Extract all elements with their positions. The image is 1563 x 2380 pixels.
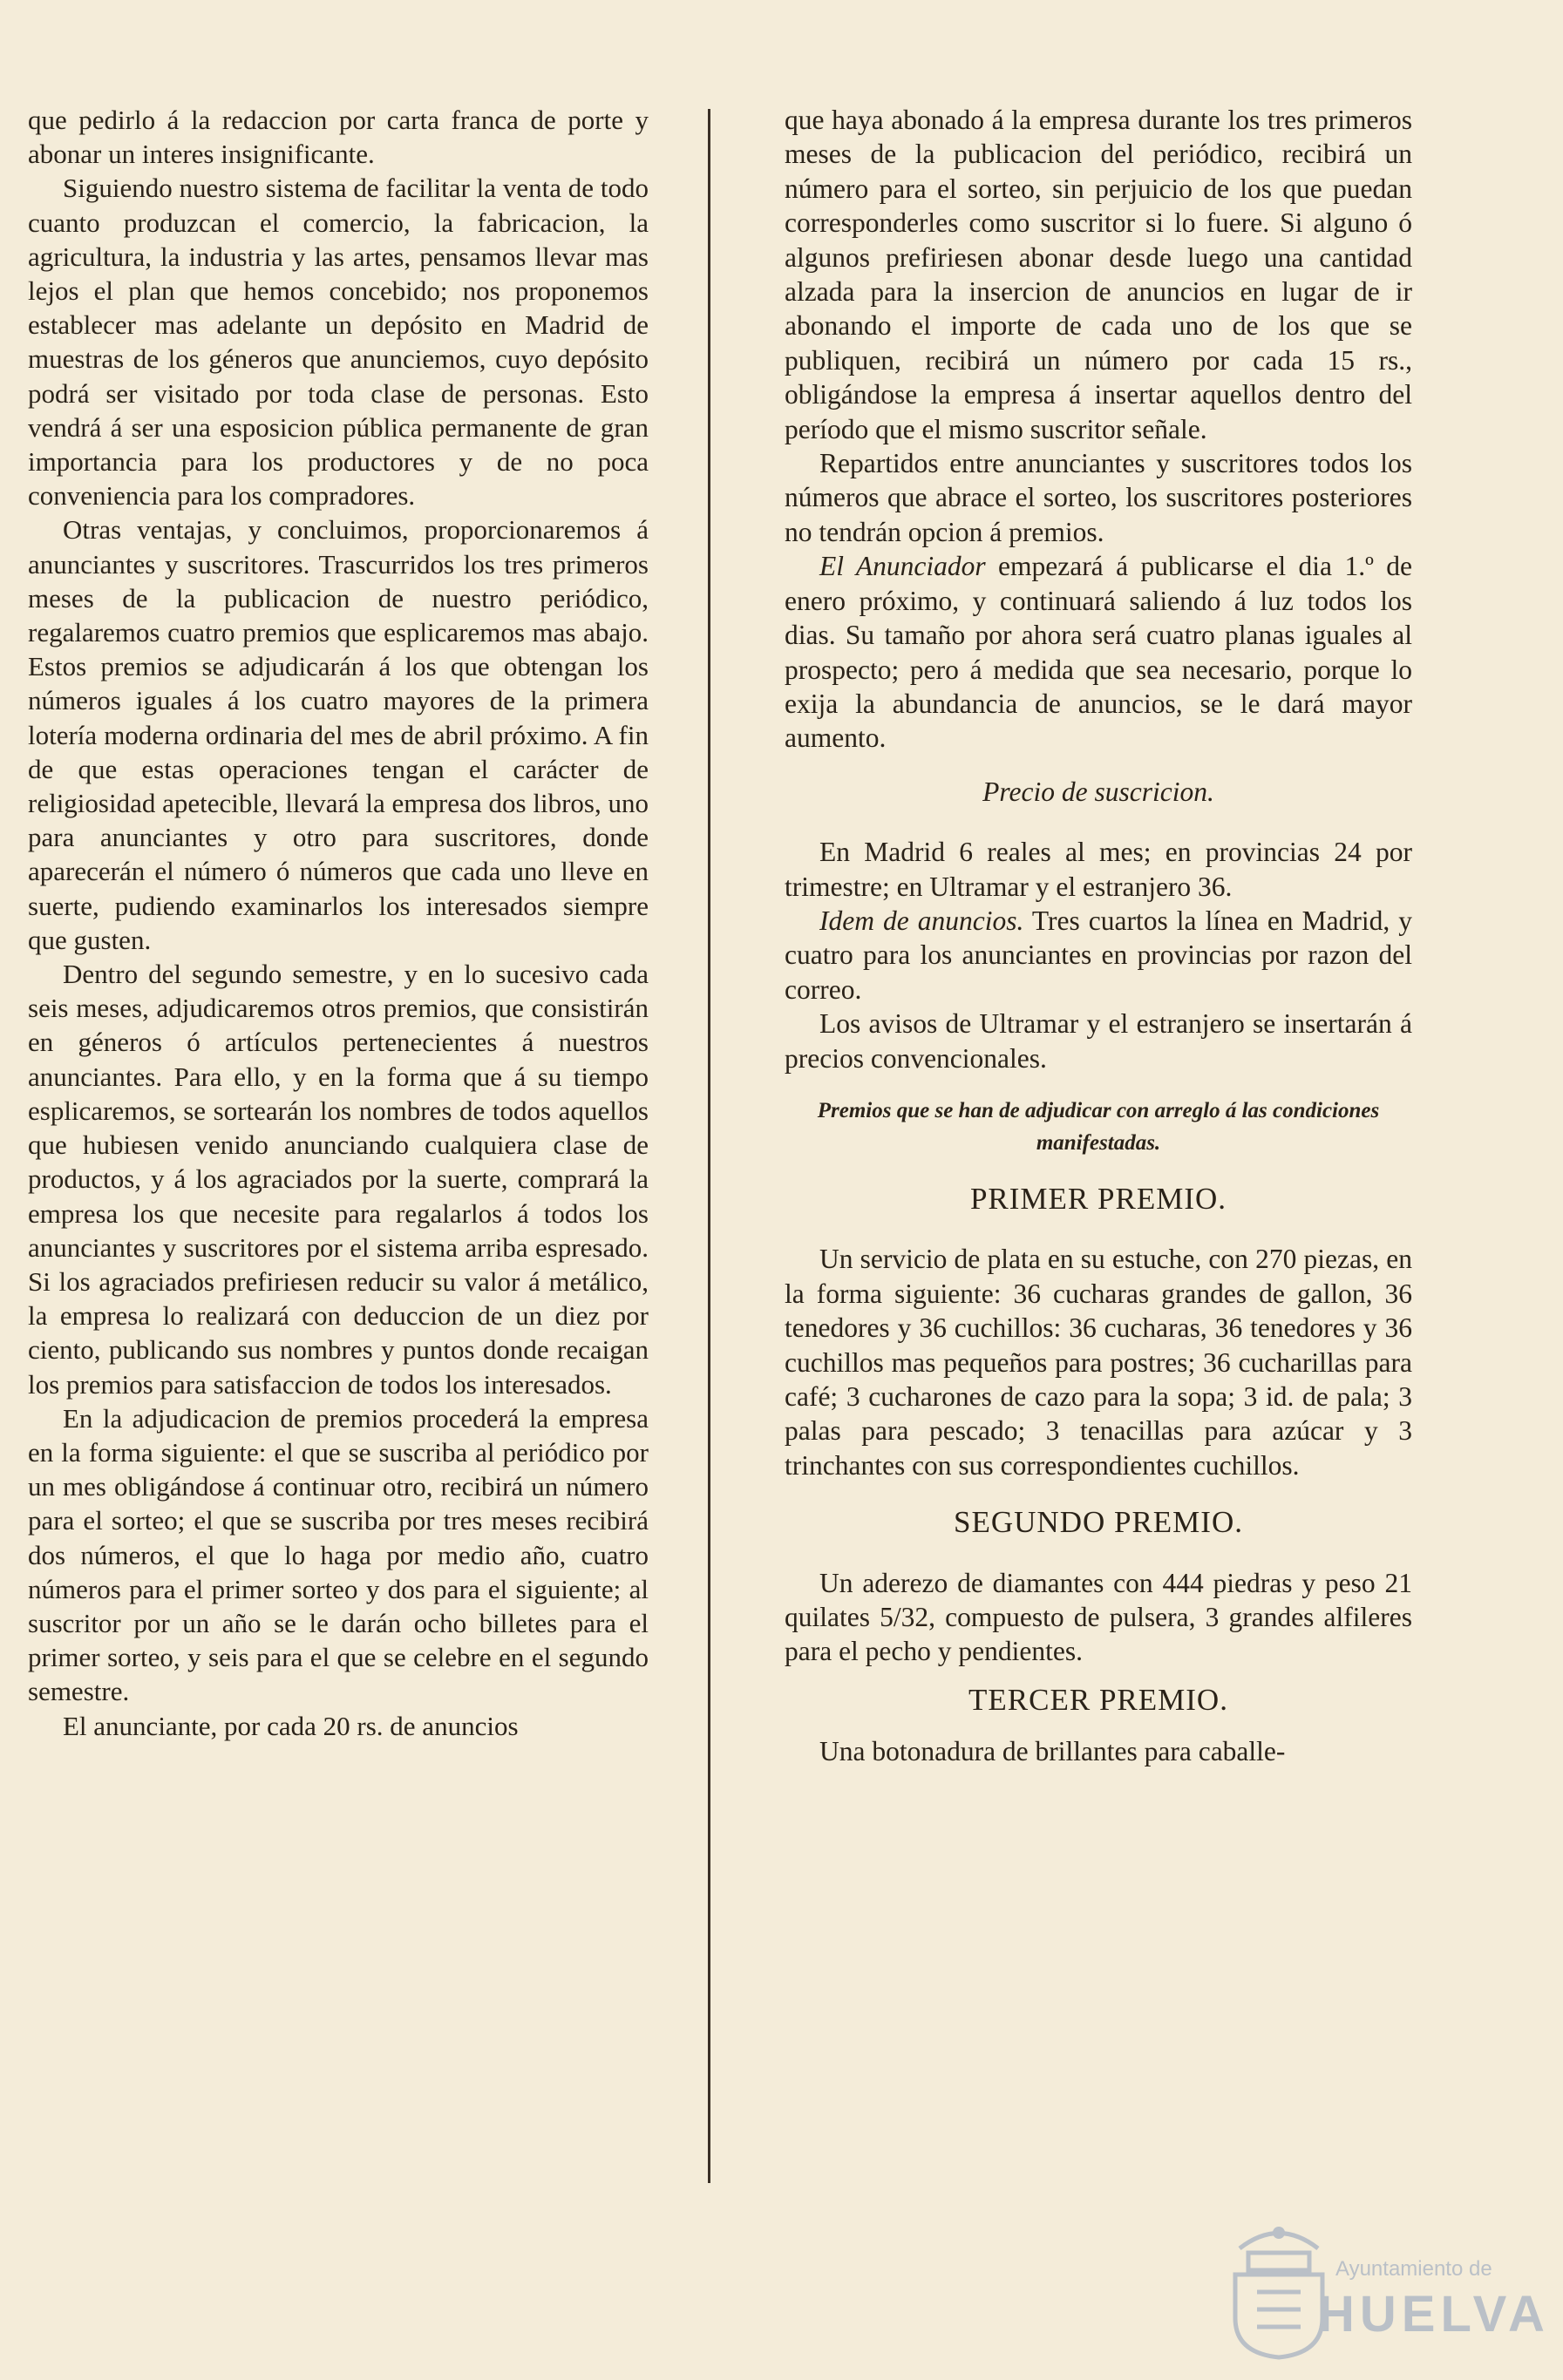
right-column (785, 103, 1412, 1769)
ads-price-label: Idem de anuncios. (819, 905, 1024, 936)
first-prize-text: Un servicio de plata en su estuche, con 270 piezas, en la forma siguiente: 36 cucharas grandes de gallon, 36 tenedores y 36 cuchillos: 36 cucharas, 36 tenedores y 36 cuchillos mas pequeños para postres; 36 cucharillas para café; 3 cucharones de cazo para la sopa; 3 id. de pala; 3 palas para pescado; 3 tenacillas para azúcar y 3 trinchantes con sus correspondientes cuchillos. (785, 1244, 1412, 1481)
price-heading: Precio de suscricion. (982, 776, 1214, 807)
second-prize-heading: SEGUNDO PREMIO. (954, 1505, 1243, 1540)
left-paragraph-5: En la adjudicacion de premios procederá la empresa en la forma siguiente: el que se suscriba al periódico por un mes obligándose á continuar otro, recibirá un número para el sorteo; el que se suscriba por tres meses recibirá dos números, el que lo haga por medio año, cuatro números para el primer sorteo y dos para el siguiente; al suscritor por un año se le darán ocho billetes para el primer sorteo, y seis para el que se celebre en el segundo semestre. (28, 1402, 649, 1707)
second-prize-text: Un aderezo de diamantes con 444 piedras y peso 21 quilates 5/32, compuesto de pulsera, 3 grandes alfileres para el pecho y pendientes. (785, 1567, 1412, 1667)
column-divider (708, 109, 710, 2183)
left-paragraph-6: El anunciante, por cada 20 rs. de anuncios (63, 1710, 519, 1741)
right-paragraph-3 (785, 549, 1412, 755)
third-prize-heading: TERCER PREMIO. (968, 1682, 1228, 1717)
left-paragraph-2: Siguiendo nuestro sistema de facilitar la venta de todo cuanto produzcan el comercio, la fabricacion, la agricultura, la industria y las artes, pensamos llevar mas lejos el plan que hemos concebido; nos proponemos establecer mas adelante un depósito en Madrid de muestras de los géneros que anunciemos, cuyo depósito podrá ser visitado por toda clase de personas. Esto vendrá á ser una esposicion pública permanente de gran importancia para los productores y de no poca conveniencia para los compradores. (28, 173, 649, 512)
left-paragraph-4: Dentro del segundo semestre, y en lo sucesivo cada seis meses, adjudicaremos otros premios, que consistirán en géneros ó artículos pertenecientes á nuestros anunciantes. Para ello, y en la forma que á su tiempo esplicaremos, se sortearán los nombres de todos aquellos que hubiesen venido anunciando cualquiera clase de productos, y á los agraciados por la suerte, comprará la empresa los que necesite para regalarlos á todos los anunciantes y suscritores por el sistema arriba espresado. Si los agraciados prefiriesen reducir su valor á metálico, la empresa lo realizará con deduccion de un diez por ciento, publicando sus nombres y puntos donde recaigan los premios para satisfaccion de todos los interesados. (28, 959, 649, 1400)
ads-price-paragraph (785, 904, 1412, 1007)
prizes-intro: Premios que se han de adjudicar con arreglo á las condiciones manifestadas. (817, 1098, 1380, 1155)
right-paragraph-3-text: empezará á publicarse el dia 1.º de enero próximo, y continuará saliendo á luz todos los dias. Su tamaño por ahora será cuatro planas iguales al prospecto; pero á medida que sea necesario, porque lo exija la abundancia de anuncios, se le dará mayor aumento. (785, 551, 1412, 754)
right-paragraph-2: Repartidos entre anunciantes y suscritores todos los números que abrace el sorteo, los suscritores posteriores no tendrán opcion á premios. (785, 448, 1412, 547)
ads-price-text: Tres cuartos la línea en Madrid, y cuatro para los anunciantes en provincias por razon del correo. (785, 905, 1412, 1005)
watermark-line2: HUELVA (1318, 2286, 1550, 2343)
newspaper-name: El Anunciador (819, 551, 986, 582)
left-paragraph-3: Otras ventajas, y concluimos, proporcionaremos á anunciantes y suscritores. Trascurridos los tres primeros meses de la publicacion de nuestro periódico, regalaremos cuatro premios que esplicaremos mas abajo. Estos premios se adjudicarán á los que obtengan los números iguales á los cuatro mayores de la primera lotería moderna ordinaria del mes de abril próximo. A fin de que estas operaciones tengan el carácter de religiosidad apetecible, llevará la empresa dos libros, uno para anunciantes y otro para suscritores, donde aparecerán el número ó números que cada uno lleve en suerte, pudiendo examinarlos los interesados siempre que gusten. (28, 514, 649, 955)
left-column (28, 103, 649, 1743)
left-paragraph-1: que pedirlo á la redaccion por carta franca de porte y abonar un interes insignificante. (28, 105, 649, 170)
third-prize-text: Una botonadura de brillantes para caballe- (819, 1736, 1286, 1767)
overseas-notice: Los avisos de Ultramar y el estranjero se insertarán á precios convencionales. (785, 1008, 1412, 1074)
watermark (1213, 2214, 1550, 2362)
watermark-line1: Ayuntamiento de (1335, 2257, 1492, 2281)
right-paragraph-1: que haya abonado á la empresa durante los tres primeros meses de la publicacion del periódico, recibirá un número para el sorteo, sin perjuicio de los que puedan corresponderles como suscritor si lo fuere. Si alguno ó algunos prefiriesen abonar desde luego una cantidad alzada para la insercion de anuncios en lugar de ir abonando el importe de cada uno de los que se publiquen, recibirá un número por cada 15 rs., obligándose la empresa á insertar aquellos dentro del período que el mismo suscritor señale. (785, 105, 1412, 444)
price-paragraph: En Madrid 6 reales al mes; en provincias 24 por trimestre; en Ultramar y el estranjero 36. (785, 837, 1412, 902)
first-prize-heading: PRIMER PREMIO. (969, 1181, 1227, 1216)
